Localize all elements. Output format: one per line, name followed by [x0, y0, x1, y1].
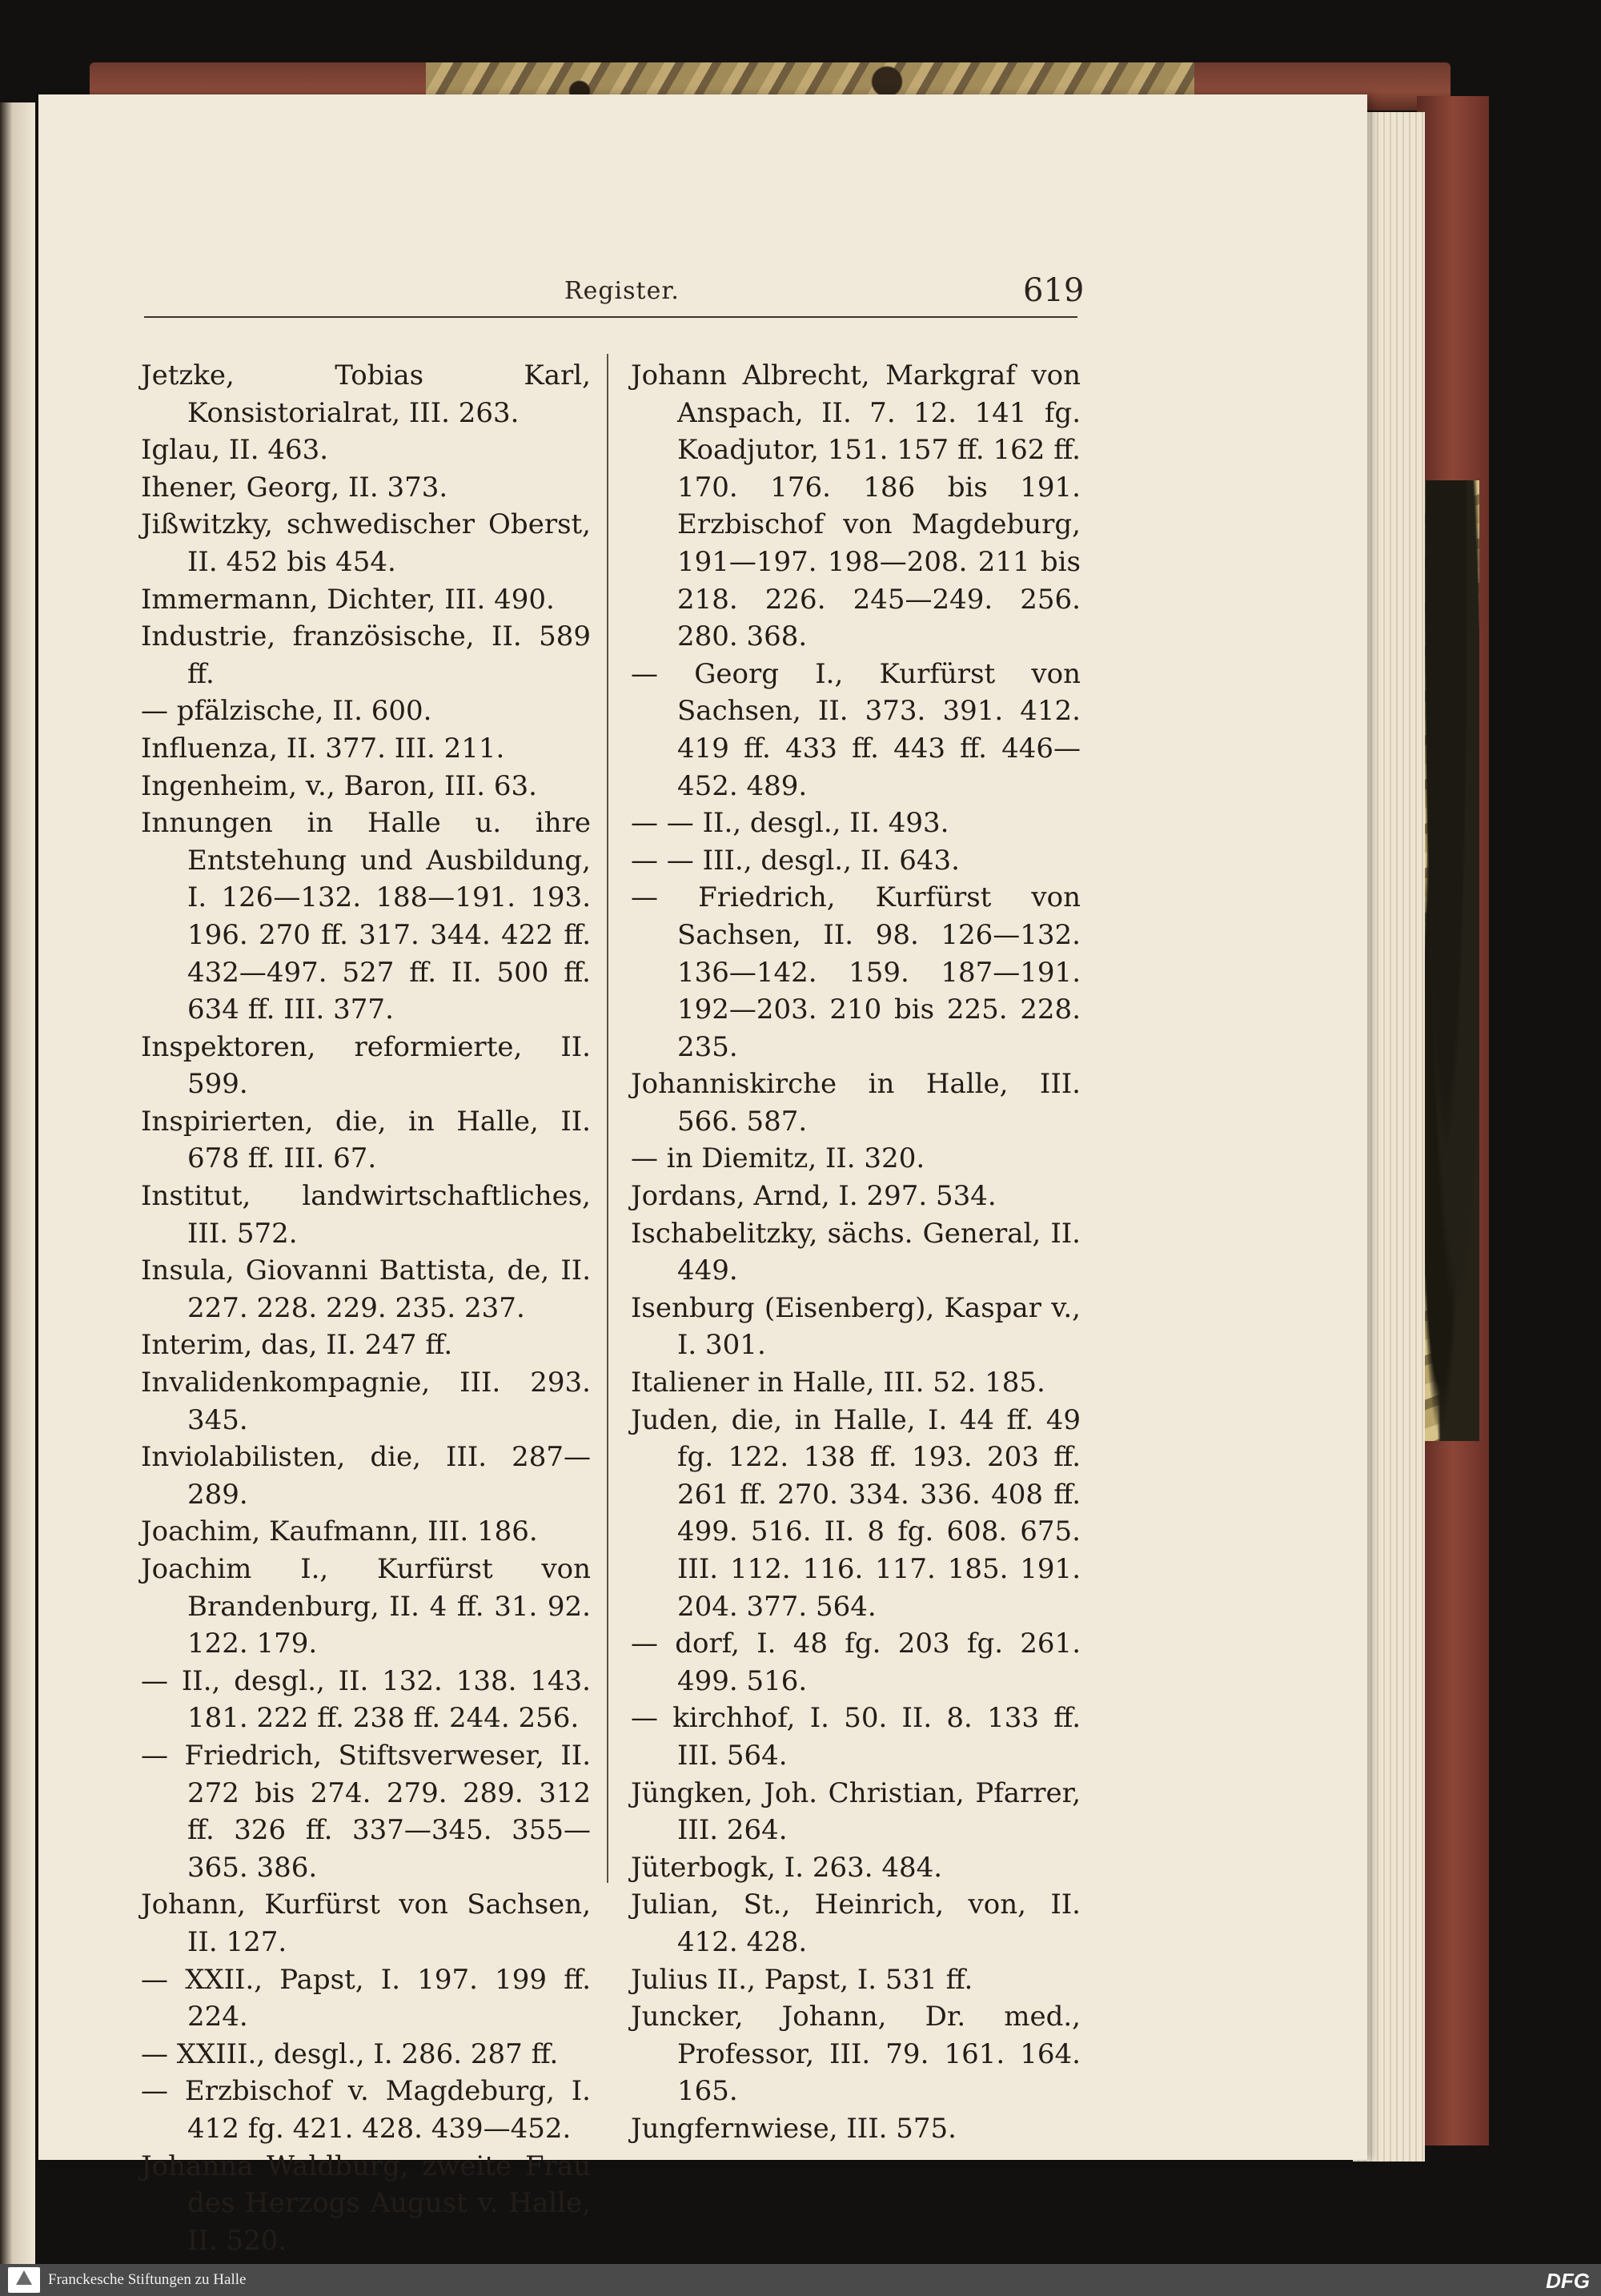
index-entry: — Erzbischof v. Magdeburg, I. 412 fg. 421. 428. 439—452.: [141, 2075, 591, 2145]
index-entry: — XXIII., desgl., I. 286. 287 ff.: [141, 2037, 559, 2070]
index-entry: Johann Albrecht, Markgraf von Anspach, II. 7. 12. 141 fg. Koadjutor, 151. 157 ff. 162 ff. 170. 176. 186 bis 191. Erzbischof von Magdeburg, 191—197. 198—208. 211 bis 218. 226. 245—249. 256. 280. 368.: [631, 359, 1081, 653]
column-divider: [607, 354, 608, 1883]
index-entry: Invalidenkompagnie, III. 293. 345.: [141, 1367, 591, 1436]
index-entry: — II., desgl., II. 132. 138. 143. 181. 222 ff. 238 ff. 244. 256.: [141, 1664, 591, 1735]
index-entry: Joachim, Kaufmann, III. 186.: [141, 1515, 538, 1548]
marbled-paper-edge: [1423, 480, 1479, 1441]
index-entry: Industrie, französische, II. 589 ff.: [141, 620, 591, 690]
index-entry: — dorf, I. 48 fg. 203 fg. 261. 499. 516.: [631, 1628, 1081, 1697]
index-entry: — — III., desgl., II. 643.: [631, 844, 960, 877]
viewer-footer-bar: [0, 2264, 1601, 2296]
index-entry: Jetzke, Tobias Karl, Konsistorialrat, III. 263.: [141, 359, 591, 429]
index-entry: Julian, St., Heinrich, von, II. 412. 428.: [631, 1889, 1081, 1958]
index-entry: Ihener, Georg, II. 373.: [141, 471, 448, 504]
index-entry: — in Diemitz, II. 320.: [631, 1142, 925, 1175]
institution-name: Franckesche Stiftungen zu Halle: [48, 2271, 247, 2288]
index-entry: Juncker, Johann, Dr. med., Professor, III. 79. 161. 164. 165.: [631, 2001, 1081, 2108]
index-entry: Insula, Giovanni Battista, de, II. 227. 228. 229. 235. 237.: [141, 1254, 591, 1324]
index-entry: — — II., desgl., II. 493.: [631, 807, 949, 840]
index-entry: Inspektoren, reformierte, II. 599.: [141, 1030, 591, 1101]
index-entry: Ischabelitzky, sächs. General, II. 449.: [631, 1217, 1081, 1287]
index-entry: — Georg I., Kurfürst von Sachsen, II. 373. 391. 412. 419 ff. 433 ff. 443 ff. 446—452. 489.: [631, 657, 1081, 802]
index-entry: Jordans, Arnd, I. 297. 534.: [631, 1180, 997, 1213]
index-entry: Interim, das, II. 247 ff.: [141, 1329, 453, 1362]
index-entry: Jungfernwiese, III. 575.: [631, 2112, 957, 2145]
index-entry: Jißwitzky, schwedischer Oberst, II. 452 bis 454.: [141, 508, 591, 578]
index-entry: — kirchhof, I. 50. II. 8. 133 ff. III. 564.: [631, 1702, 1081, 1772]
index-entry: — pfälzische, II. 600.: [141, 695, 432, 728]
index-entry: Isenburg (Eisenberg), Kaspar v., I. 301.: [631, 1291, 1081, 1362]
index-entry: Inviolabilisten, die, III. 287—289.: [141, 1441, 591, 1511]
index-entry: Innungen in Halle u. ihre Entstehung und Ausbildung, I. 126—132. 188—191. 193. 196. 270 ff. 317. 344. 422 ff. 432—497. 527 ff. II. 500 ff. 634 ff. III. 377.: [141, 807, 591, 1026]
index-entry: Joachim I., Kurfürst von Brandenburg, II. 4 ff. 31. 92. 122. 179.: [141, 1553, 591, 1660]
index-entry: Jüngken, Joh. Christian, Pfarrer, III. 264.: [631, 1776, 1081, 1847]
index-entry: Immermann, Dichter, III. 490.: [141, 583, 555, 616]
index-entry: Inspirierten, die, in Halle, II. 678 ff. III. 67.: [141, 1105, 591, 1175]
page-number: 619: [1023, 272, 1085, 309]
index-entry: Julius II., Papst, I. 531 ff.: [631, 1963, 973, 1996]
index-entry: Italiener in Halle, III. 52. 185.: [631, 1367, 1045, 1399]
index-entry: Johanna Waldburg, zweite Frau des Herzogs August v. Halle, II. 520.: [141, 2149, 591, 2257]
index-column-left: [141, 357, 591, 2259]
index-entry: Juden, die, in Halle, I. 44 ff. 49 fg. 122. 138 ff. 193. 203 ff. 261 ff. 270. 334. 336. 408 ff. 499. 516. II. 8 fg. 608. 675. III. 112. 116. 117. 185. 191. 204. 377. 564.: [631, 1403, 1081, 1623]
index-entry: Ingenheim, v., Baron, III. 63.: [141, 769, 537, 802]
index-entry: Jüterbogk, I. 263. 484.: [631, 1851, 943, 1884]
dfg-logo: DFG: [1546, 2269, 1590, 2293]
index-entry: Influenza, II. 377. III. 211.: [141, 732, 505, 765]
index-column-right: [631, 357, 1081, 2148]
index-entry: — XXII., Papst, I. 197. 199 ff. 224.: [141, 1963, 591, 2033]
header-rule: [144, 316, 1077, 318]
running-header-title: Register.: [564, 277, 680, 305]
index-entry: — Friedrich, Stiftsverweser, II. 272 bis 274. 279. 289. 312 ff. 326 ff. 337—345. 355—365. 386.: [141, 1739, 591, 1884]
index-entry: Johanniskirche in Halle, III. 566. 587.: [631, 1068, 1081, 1138]
index-entry: — Friedrich, Kurfürst von Sachsen, II. 98. 126—132. 136—142. 159. 187—191. 192—203. 210 bis 225. 228. 235.: [631, 881, 1081, 1063]
index-entry: Iglau, II. 463.: [141, 434, 329, 467]
left-page-edge: [0, 102, 35, 2285]
institution-logo-icon: [8, 2267, 40, 2293]
index-entry: Johann, Kurfürst von Sachsen, II. 127.: [141, 1889, 591, 1958]
index-entry: Institut, landwirtschaftliches, III. 572.: [141, 1180, 591, 1250]
